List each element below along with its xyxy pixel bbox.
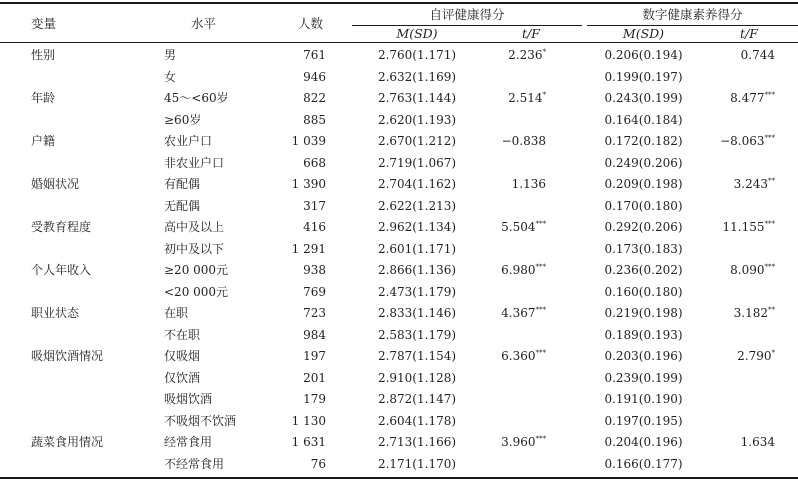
level-cell: 高中及以上 xyxy=(164,220,225,234)
level-cell: 不在职 xyxy=(164,327,201,342)
variable-cell: 年龄 xyxy=(31,91,56,105)
msd-digital-literacy-cell: 0.243(0.199) xyxy=(604,91,683,105)
tf-self-rated-cell: −0.838 xyxy=(501,134,546,148)
msd-self-rated-cell: 2.704(1.162) xyxy=(377,177,457,191)
msd-self-rated-cell: 2.632(1.169) xyxy=(377,69,457,84)
bottom-rule xyxy=(0,477,798,479)
msd-self-rated-cell: 2.719(1.067) xyxy=(377,155,457,170)
top-rule xyxy=(0,2,798,4)
tf-self-rated-cell: 6.360*** xyxy=(501,349,546,363)
level-cell: 经常食用 xyxy=(164,435,213,449)
msd-self-rated-cell: 2.473(1.179) xyxy=(377,284,457,299)
count-cell: 984 xyxy=(303,327,326,342)
level-cell: 非农业户口 xyxy=(164,155,225,170)
significance-marker: *** xyxy=(764,220,775,228)
significance-marker: *** xyxy=(535,220,546,228)
level-cell: 不吸烟不饮酒 xyxy=(164,413,237,428)
msd-digital-literacy-cell: 0.206(0.194) xyxy=(604,48,683,62)
variable-cell: 户籍 xyxy=(31,134,56,148)
count-cell: 1 130 xyxy=(291,413,326,428)
msd-digital-literacy-cell: 0.219(0.198) xyxy=(604,306,683,320)
msd-self-rated-cell: 2.910(1.128) xyxy=(377,370,457,385)
tf-digital-literacy-cell: 8.477*** xyxy=(730,91,775,105)
tf-self-rated-cell: 6.980*** xyxy=(501,263,546,277)
tf-digital-literacy-cell: 11.155*** xyxy=(722,220,775,234)
level-cell: <20 000元 xyxy=(164,284,229,299)
level-cell: 在职 xyxy=(164,306,189,320)
count-cell: 946 xyxy=(303,69,326,84)
msd-digital-literacy-cell: 0.236(0.202) xyxy=(604,263,683,277)
count-cell: 197 xyxy=(303,349,326,363)
msd-digital-literacy-cell: 0.249(0.206) xyxy=(604,155,683,170)
count-cell: 769 xyxy=(303,284,326,299)
count-cell: 1 039 xyxy=(291,134,326,148)
significance-marker: *** xyxy=(764,134,775,142)
msd-digital-literacy-cell: 0.164(0.184) xyxy=(604,112,683,127)
header-rule xyxy=(0,42,798,43)
msd-digital-literacy-cell: 0.197(0.195) xyxy=(604,413,683,428)
msd-self-rated-cell: 2.866(1.136) xyxy=(377,263,457,277)
tf-self-rated-cell: 2.236* xyxy=(508,48,546,62)
tf-digital-literacy-cell: 2.790* xyxy=(737,349,775,363)
variable-cell: 蔬菜食用情况 xyxy=(31,435,104,449)
variable-cell: 个人年收入 xyxy=(31,263,92,277)
msd-self-rated-cell: 2.787(1.154) xyxy=(377,349,457,363)
significance-marker: * xyxy=(771,349,775,357)
msd-self-rated-cell: 2.604(1.178) xyxy=(377,413,457,428)
msd-digital-literacy-cell: 0.189(0.193) xyxy=(604,327,683,342)
significance-marker: * xyxy=(542,91,546,99)
msd-digital-literacy-cell: 0.191(0.190) xyxy=(604,392,683,406)
header-tf-2: t/F xyxy=(740,26,758,41)
count-cell: 822 xyxy=(303,91,326,105)
msd-self-rated-cell: 2.962(1.134) xyxy=(377,220,457,234)
level-cell: 不经常食用 xyxy=(164,456,225,471)
msd-digital-literacy-cell: 0.209(0.198) xyxy=(604,177,683,191)
tf-self-rated-cell: 3.960*** xyxy=(501,435,546,449)
level-cell: ≥60岁 xyxy=(164,112,202,127)
significance-marker: *** xyxy=(535,306,546,314)
significance-marker: *** xyxy=(535,263,546,271)
significance-marker: ** xyxy=(768,306,775,314)
significance-marker: ** xyxy=(768,177,775,185)
significance-marker: *** xyxy=(764,263,775,271)
level-cell: 男 xyxy=(164,48,177,62)
count-cell: 885 xyxy=(303,112,326,127)
tf-digital-literacy-cell: 3.243** xyxy=(733,177,775,191)
tf-digital-literacy-cell: 0.744 xyxy=(740,48,775,62)
msd-digital-literacy-cell: 0.166(0.177) xyxy=(604,456,683,471)
msd-self-rated-cell: 2.833(1.146) xyxy=(377,306,457,320)
count-cell: 416 xyxy=(303,220,326,234)
msd-digital-literacy-cell: 0.239(0.199) xyxy=(604,370,683,385)
msd-self-rated-cell: 2.670(1.212) xyxy=(377,134,457,148)
significance-marker: *** xyxy=(535,349,546,357)
count-cell: 723 xyxy=(303,306,326,320)
count-cell: 1 631 xyxy=(291,435,326,449)
msd-self-rated-cell: 2.622(1.213) xyxy=(377,198,457,213)
msd-digital-literacy-cell: 0.160(0.180) xyxy=(604,284,683,299)
level-cell: 45～<60岁 xyxy=(164,91,229,105)
count-cell: 938 xyxy=(303,263,326,277)
msd-digital-literacy-cell: 0.173(0.183) xyxy=(604,241,683,256)
count-cell: 179 xyxy=(303,392,326,406)
msd-self-rated-cell: 2.713(1.166) xyxy=(377,435,457,449)
count-cell: 1 390 xyxy=(291,177,326,191)
tf-digital-literacy-cell: 1.634 xyxy=(740,435,775,449)
count-cell: 317 xyxy=(303,198,326,213)
header-count: 人数 xyxy=(298,16,324,31)
msd-self-rated-cell: 2.601(1.171) xyxy=(377,241,457,256)
level-cell: 仅饮酒 xyxy=(164,370,201,385)
tf-self-rated-cell: 5.504*** xyxy=(501,220,546,234)
tf-self-rated-cell: 2.514* xyxy=(508,91,546,105)
msd-digital-literacy-cell: 0.199(0.197) xyxy=(604,69,683,84)
level-cell: 农业户口 xyxy=(164,134,213,148)
level-cell: 无配偶 xyxy=(164,198,201,213)
level-cell: 初中及以下 xyxy=(164,241,225,256)
msd-self-rated-cell: 2.620(1.193) xyxy=(377,112,457,127)
header-variable: 变量 xyxy=(31,16,57,31)
header-level: 水平 xyxy=(191,16,217,31)
tf-digital-literacy-cell: 8.090*** xyxy=(730,263,775,277)
level-cell: 仅吸烟 xyxy=(164,349,201,363)
tf-self-rated-cell: 4.367*** xyxy=(501,306,546,320)
variable-cell: 吸烟饮酒情况 xyxy=(31,349,104,363)
header-msd-2: M(SD) xyxy=(622,26,665,41)
variable-cell: 婚姻状况 xyxy=(31,177,80,191)
variable-cell: 性别 xyxy=(31,48,56,62)
count-cell: 76 xyxy=(310,456,326,471)
significance-marker: *** xyxy=(764,91,775,99)
msd-self-rated-cell: 2.872(1.147) xyxy=(377,392,457,406)
header-digital-health-literacy: 数字健康素养得分 xyxy=(642,7,743,22)
level-cell: ≥20 000元 xyxy=(164,263,229,277)
count-cell: 761 xyxy=(303,48,326,62)
count-cell: 201 xyxy=(303,370,326,385)
count-cell: 668 xyxy=(303,155,326,170)
msd-self-rated-cell: 2.171(1.170) xyxy=(377,456,457,471)
msd-self-rated-cell: 2.583(1.179) xyxy=(377,327,457,342)
tf-digital-literacy-cell: −8.063*** xyxy=(720,134,775,148)
tf-digital-literacy-cell: 3.182** xyxy=(733,306,775,320)
level-cell: 女 xyxy=(164,69,177,84)
count-cell: 1 291 xyxy=(291,241,326,256)
level-cell: 吸烟饮酒 xyxy=(164,392,213,406)
msd-digital-literacy-cell: 0.204(0.196) xyxy=(604,435,683,449)
tf-self-rated-cell: 1.136 xyxy=(511,177,546,191)
msd-digital-literacy-cell: 0.170(0.180) xyxy=(604,198,683,213)
variable-cell: 受教育程度 xyxy=(31,220,92,234)
msd-self-rated-cell: 2.760(1.171) xyxy=(377,48,457,62)
significance-marker: *** xyxy=(535,435,546,443)
msd-digital-literacy-cell: 0.292(0.206) xyxy=(604,220,683,234)
variable-cell: 职业状态 xyxy=(31,306,80,320)
header-tf-1: t/F xyxy=(522,26,540,41)
header-self-rated-health: 自评健康得分 xyxy=(429,7,505,22)
level-cell: 有配偶 xyxy=(164,177,201,191)
msd-digital-literacy-cell: 0.172(0.182) xyxy=(604,134,683,148)
significance-marker: * xyxy=(542,48,546,56)
msd-digital-literacy-cell: 0.203(0.196) xyxy=(604,349,683,363)
header-msd-1: M(SD) xyxy=(396,26,438,41)
msd-self-rated-cell: 2.763(1.144) xyxy=(377,91,457,105)
